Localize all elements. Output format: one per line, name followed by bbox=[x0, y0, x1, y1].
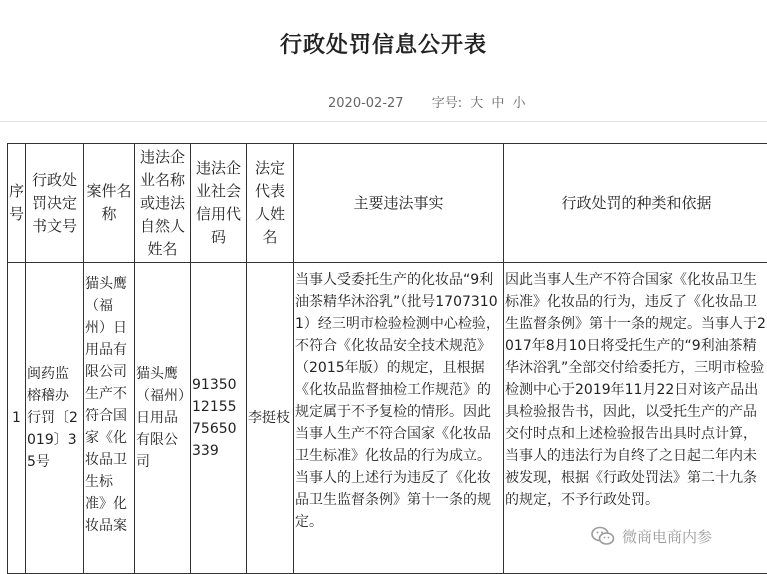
penalty-table bbox=[7, 143, 767, 574]
cell-no: 1 bbox=[8, 263, 26, 574]
font-size-medium-link[interactable]: 中 bbox=[491, 96, 504, 111]
header-facts: 主要违法事实 bbox=[294, 144, 504, 263]
page-title: 行政处罚信息公开表 bbox=[0, 28, 767, 59]
header-no: 序号 bbox=[8, 144, 26, 263]
cell-facts: 当事人受委托生产的化妆品“9利油茶精华沐浴乳”（批号17073101）经三明市检验检测中心检验，不符合《化妆品安全技术规范》（2015年版）的规定，且根据《化妆品监督抽检工作规范》的规定属于不予复检的情形。因此当事人生产不符合国家《化妆品卫生标准》化妆品的行为成立。当事人的上述行为违反了《化妆品卫生监督条例》第十一条的规定。 bbox=[294, 263, 504, 574]
cell-representative: 李挺枝 bbox=[247, 263, 294, 574]
table-header-row bbox=[8, 144, 767, 263]
cell-entity: 猫头鹰（福州）日用品有限公司 bbox=[135, 263, 191, 574]
watermark bbox=[590, 516, 760, 556]
font-size-large-link[interactable]: 大 bbox=[470, 96, 483, 111]
cell-penalty: 因此当事人生产不符合国家《化妆品卫生标准》化妆品的行为，违反了《化妆品卫生监督条例》第十一条的规定。当事人于2017年8月10日将受托生产的“9利油茶精华沐浴乳”全部交付给委托方，三明市检验检测中心于2019年11月22日对该产品出具检验报告书，因此，以受托生产的产品交付时点和上述检验报告出具时点计算，当事人的违法行为自终了之日起二年内未被发现，根据《行政处罚法》第二十九条的规定，不予行政处罚。 bbox=[504, 263, 767, 574]
publish-date: 2020-02-27 bbox=[328, 96, 404, 111]
cell-credit-code: 913501215575650339 bbox=[191, 263, 247, 574]
header-entity: 违法企业名称或违法自然人姓名 bbox=[135, 144, 191, 263]
font-size-small-link[interactable]: 小 bbox=[513, 96, 526, 111]
header-doc-no: 行政处罚决定书文号 bbox=[26, 144, 84, 263]
header-credit-code: 违法企业社会信用代码 bbox=[191, 144, 247, 263]
cell-doc-no: 闽药监榕稽办行罚〔2019〕35号 bbox=[26, 263, 84, 574]
wechat-icon bbox=[590, 523, 616, 549]
cell-case-name: 猫头鹰（福州）日用品有限公司生产不符合国家《化妆品卫生标准》化妆品案 bbox=[84, 263, 135, 574]
header-case-name: 案件名称 bbox=[84, 144, 135, 263]
header-penalty: 行政处罚的种类和依据 bbox=[504, 144, 767, 263]
watermark-text: 微商电商内参 bbox=[622, 526, 712, 547]
separator-line bbox=[0, 121, 767, 122]
header-representative: 法定代表人姓名 bbox=[247, 144, 294, 263]
font-size-label: 字号: bbox=[432, 96, 462, 111]
meta-bar bbox=[328, 92, 526, 111]
